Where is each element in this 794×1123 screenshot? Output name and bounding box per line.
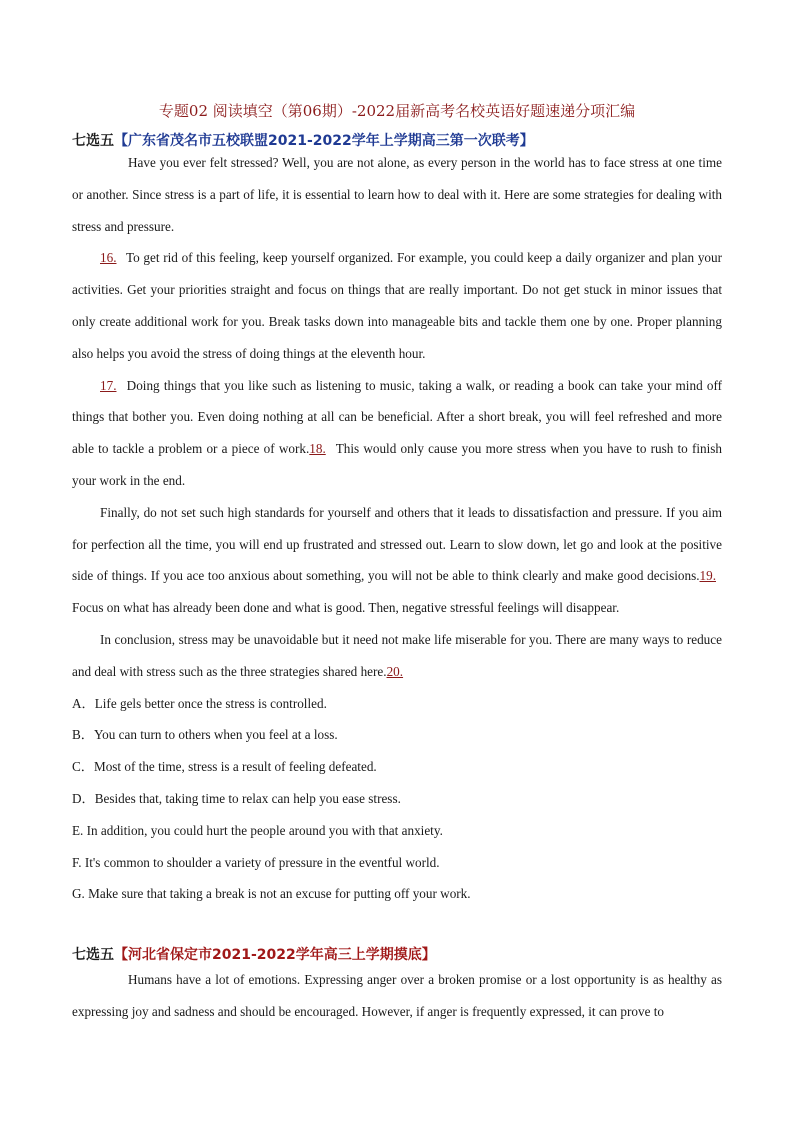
option-d: D．Besides that, taking time to relax can help you ease stress. bbox=[72, 790, 401, 806]
paragraph-16 bbox=[72, 242, 722, 369]
section-2-source: 【河北省保定市2021-2022学年高三上学期摸底】 bbox=[114, 947, 436, 963]
option-c: C．Most of the time, stress is a result of feeling defeated. bbox=[72, 759, 377, 775]
paragraph-text: Finally, do not set such high standards for yourself and others that it leads to dissatisfaction and pressure. If you aim for perfection all the time, you will end up frustrated and stressed out. Learn to slow down, let go and look at the positive side of things. If you ace too anxious about something, you will not be able to think clearly and make good decisions. bbox=[72, 504, 722, 584]
blank-20[interactable]: 20. bbox=[386, 663, 404, 679]
section-1-kind: 七选五 bbox=[72, 133, 114, 149]
blank-16[interactable]: 16. bbox=[100, 250, 117, 266]
option-b: B．You can turn to others when you feel at a loss. bbox=[72, 727, 338, 743]
option-f: F. It's common to shoulder a variety of pressure in the eventful world. bbox=[72, 854, 440, 870]
option-e: E. In addition, you could hurt the people around you with that anxiety. bbox=[72, 822, 443, 838]
section-1-source: 【广东省茂名市五校联盟2021-2022学年上学期高三第一次联考】 bbox=[114, 133, 534, 149]
paragraph-text: In conclusion, stress may be unavoidable but it need not make life miserable for you. There are many ways to reduce and deal with stress such as the three strategies shared here. bbox=[72, 631, 722, 679]
option-a: A．Life gels better once the stress is controlled. bbox=[72, 695, 327, 711]
paragraph-17 bbox=[72, 370, 722, 497]
blank-19[interactable]: 19. bbox=[699, 568, 716, 584]
blank-17[interactable]: 17. bbox=[100, 377, 117, 393]
paragraph-text: To get rid of this feeling, keep yourself organized. For example, you could keep a daily organizer and plan your activities. Get your priorities straight and focus on things that are really important. Do not get stuck in minor issues that only create additional work for you. Break tasks down into manageable bits and tackle them one by one. Proper planning also helps you avoid the stress of doing things at the eleventh hour. bbox=[72, 250, 722, 361]
paragraph-text: This would only cause you more stress when you have to rush to finish your work in the end. bbox=[72, 441, 723, 488]
blank-18[interactable]: 18. bbox=[309, 441, 326, 457]
section-1-body bbox=[72, 147, 722, 910]
paragraph-finally bbox=[72, 497, 722, 624]
paragraph-text: Doing things that you like such as listening to music, taking a walk, or reading a book can take your mind off things that bother you. Even doing nothing at all can be beneficial. After a short break, you will feel refreshed and more able to tackle a problem or a piece of work. bbox=[72, 377, 722, 457]
paragraph-text: Have you ever felt stressed? Well, you are not alone, as every person in the world has to face stress at one time or another. Since stress is a part of life, it is essential to learn how to deal with it. Here are some strategies for dealing with stress and pressure. bbox=[72, 155, 722, 234]
paragraph-emotions: Humans have a lot of emotions. Expressing anger over a broken promise or a lost opportunity is as healthy as expressing joy and sadness and should be encouraged. However, if anger is frequently expressed, it can prove to bbox=[72, 972, 722, 1019]
option-g: G. Make sure that taking a break is not an excuse for putting off your work. bbox=[72, 886, 471, 902]
section-2-body bbox=[72, 964, 722, 1028]
paragraph-intro bbox=[72, 147, 722, 242]
section-2-header bbox=[72, 944, 436, 964]
section-2-kind: 七选五 bbox=[72, 947, 114, 963]
paragraph-conclusion bbox=[72, 624, 722, 688]
page-title: 专题02 阅读填空（第06期）-2022届新高考名校英语好题速递分项汇编 bbox=[158, 102, 636, 120]
paragraph-text: Focus on what has already been done and what is good. Then, negative stressful feelings will disappear. bbox=[72, 600, 620, 616]
